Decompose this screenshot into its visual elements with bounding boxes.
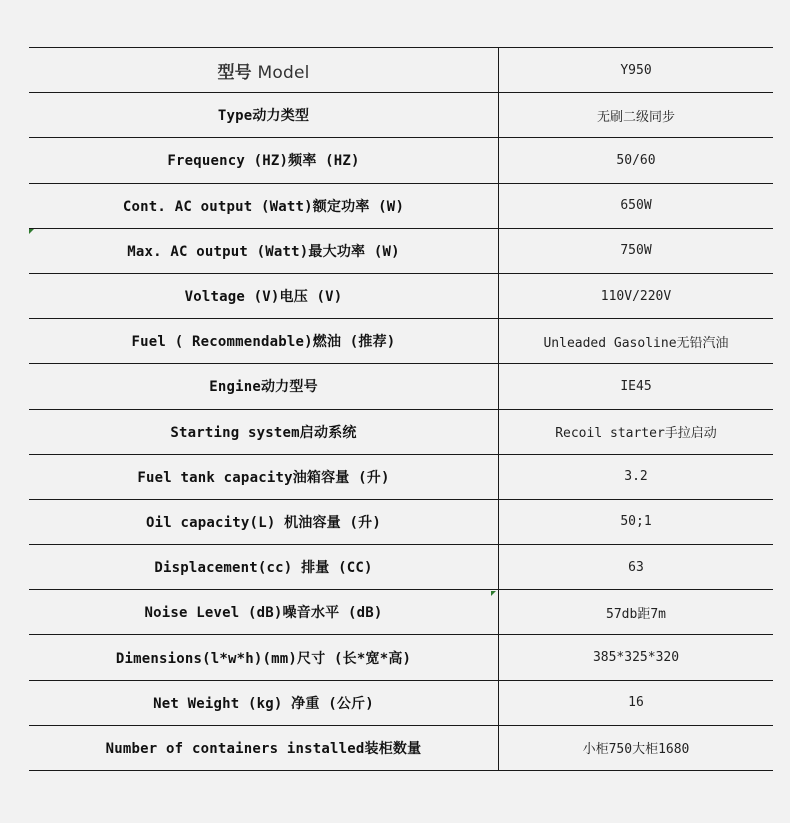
spec-row [29,183,773,228]
spec-value: 110V/220V [499,273,774,318]
spec-value: 16 [499,680,774,725]
spec-value: 3.2 [499,454,774,499]
spec-label: Engine动力型号 [29,364,499,409]
spec-row [29,454,773,499]
spec-row [29,273,773,318]
spec-row [29,725,773,770]
spec-label: Net Weight (kg) 净重 (公斤) [29,680,499,725]
spec-label: Starting system启动系统 [29,409,499,454]
spec-label: Number of containers installed装柜数量 [29,725,499,770]
spec-value: Unleaded Gasoline无铅汽油 [499,319,774,364]
spec-label: Dimensions(l*w*h)(mm)尺寸 (长*宽*高) [29,635,499,680]
spec-value: 57db距7m [499,590,774,635]
spec-row [29,93,773,138]
spec-label: Noise Level (dB)噪音水平 (dB) [29,590,499,635]
corner-mark-left [29,229,34,234]
spec-row [29,228,773,273]
spec-label: Voltage (V)电压 (V) [29,273,499,318]
model-label-cn: 型号 [217,62,252,83]
spec-label: Frequency (HZ)频率 (HZ) [29,138,499,183]
spec-value: 750W [499,228,774,273]
spec-value-model: Y950 [499,48,774,93]
spec-value: 50/60 [499,138,774,183]
model-label-en: Model [251,62,310,83]
spec-value: 385*325*320 [499,635,774,680]
spec-row [29,545,773,590]
spec-value: IE45 [499,364,774,409]
spec-label: Cont. AC output (Watt)额定功率 (W) [29,183,499,228]
spec-row [29,635,773,680]
spec-row [29,680,773,725]
spec-value: 小柜750大柜1680 [499,725,774,770]
spec-value: 无刷二级同步 [499,93,774,138]
spec-row [29,409,773,454]
spec-label: Oil capacity(L) 机油容量 (升) [29,499,499,544]
spec-row [29,364,773,409]
spec-table-body [29,48,773,771]
spec-row [29,499,773,544]
spec-value: Recoil starter手拉启动 [499,409,774,454]
spec-table [29,47,773,771]
spec-label: Max. AC output (Watt)最大功率 (W) [29,228,499,273]
corner-mark-middle [491,591,496,596]
spec-row [29,138,773,183]
spec-label: Displacement(cc) 排量 (CC) [29,545,499,590]
spec-label: Type动力类型 [29,93,499,138]
spec-value: 50;1 [499,499,774,544]
spec-row-model [29,48,773,93]
spec-label-model [29,48,499,93]
spec-value: 650W [499,183,774,228]
spec-row [29,319,773,364]
spec-value: 63 [499,545,774,590]
spec-label: Fuel ( Recommendable)燃油 (推荐) [29,319,499,364]
spec-row [29,590,773,635]
spec-label: Fuel tank capacity油箱容量 (升) [29,454,499,499]
